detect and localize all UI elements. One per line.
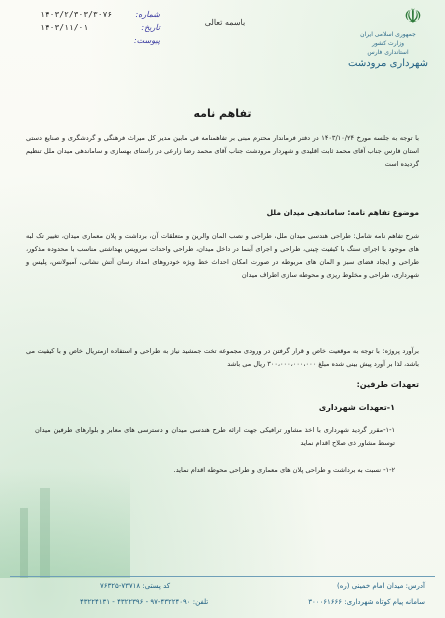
footer-divider [10,576,435,577]
attachment-label: پیوست: [133,36,160,45]
number-value: ۱۴۰۳/۲/۳۰۳/۳۰۷۶ [40,10,113,19]
organization-header [343,30,433,68]
footer-sms-number: سامانه پیام کوتاه شهرداری: ۳۰۰۰۶۱۶۶۶ [308,598,425,606]
footer-phones: تلفن: ۴۳۲۲۴۰۹۰-۹۷ - ۴۳۲۲۳۹۶ - ۴۳۲۲۴۱۳۱ [80,598,209,606]
org-line: استانداری فارس [367,49,409,56]
document-title: تفاهم نامه [193,107,252,120]
municipality-name: شهرداری مرودشت [348,58,428,69]
obligation-item: ۱-۱-مقرر گردید شهرداری با اخذ مشاور ترافیکی جهت ارائه طرح هندسی میدان و دسترسی های معابر و بلوارهای طرفین میدان توسط مشاور ذی صلاح اقدام نماید [35,426,395,447]
footer-address: آدرس: میدان امام خمینی (ره) [337,582,425,590]
decorative-background-bar [20,508,28,578]
municipality-obligations-heading: ۱-تعهدات شهرداری [318,403,395,412]
decorative-background-bar [40,488,50,578]
description-paragraph: شرح تفاهم نامه شامل: طراحی هندسی میدان ملل، طراحی و نصب المان والرین و متعلقات آن، برداشت و پلان معماری میدان، تغییر تک لبه های موجود با اجرای سنگ با کیفیت چینی، طراحی و اجرای آبنما در داخل میدان، طراحی واحدات سرویس بهداشتی مناسب با محدوده مذکور، طراحی و ایجاد فضای سبز و المان های مربوطه در صورت امکان احداث خط ویژه خودروهای امداد رسان آتش نشانی، آمبولانس، پلیس و شهرداری، طراحی و مخلوط ریزی و محوطه سازی اطراف میدان [26,232,419,279]
footer-postal-code: کد پستی: ۷۳۷۱۸-۷۶۳۲۵ [100,582,171,590]
letter-meta [40,8,160,47]
iran-emblem-icon: ☫ [404,4,422,28]
date-value: ۱۴۰۳/۱۱/۰۱ [40,23,89,32]
number-label: شماره: [135,10,160,19]
letter-footer [10,576,435,614]
meta-attachment-row [40,34,160,47]
org-line: جمهوری اسلامی ایران [360,31,416,38]
date-label: تاریخ: [141,23,160,32]
subject-line: موضوع تفاهم نامه: ساماندهی میدان ملل [266,208,419,217]
estimate-paragraph: برآورد پروژه: با توجه به موقعیت خاص و قرار گرفتن در ورودی مجموعه تخت جمشید نیاز به طراحی و استفاده ازمتریال خاص و با کیفیت می باشد، لذا بر آورد پیش بینی شده مبلغ ۳۰۰،۰۰۰،۰۰۰،۰۰۰ ریال می باشد [26,347,419,368]
intro-paragraph: با توجه به جلسه مورخ ۱۴۰۳/۱۰/۲۴ در دفتر فرماندار محترم مبنی بر تفاهمنامه فی مابین مدیر کل میراث فرهنگی و گردشگری و صنایع دستی استان فارس جناب آقای محمد ثابت اقلیدی و شهردار مرودشت جناب آقای محمد رضا زارعی در راستای بهسازی و ساماندهی میدان ملل تنظیم گردیده است [26,134,419,168]
obligations-heading: تعهدات طرفین: [356,380,419,389]
meta-date-row [40,21,160,34]
meta-number-row [40,8,160,21]
obligation-item: ۱-۲- نسبت به برداشت و طراحی پلان های معماری و طراحی محوطه اقدام نماید. [173,466,395,474]
org-line: وزارت کشور [371,40,405,47]
basmala: باسمه تعالی [204,18,246,27]
